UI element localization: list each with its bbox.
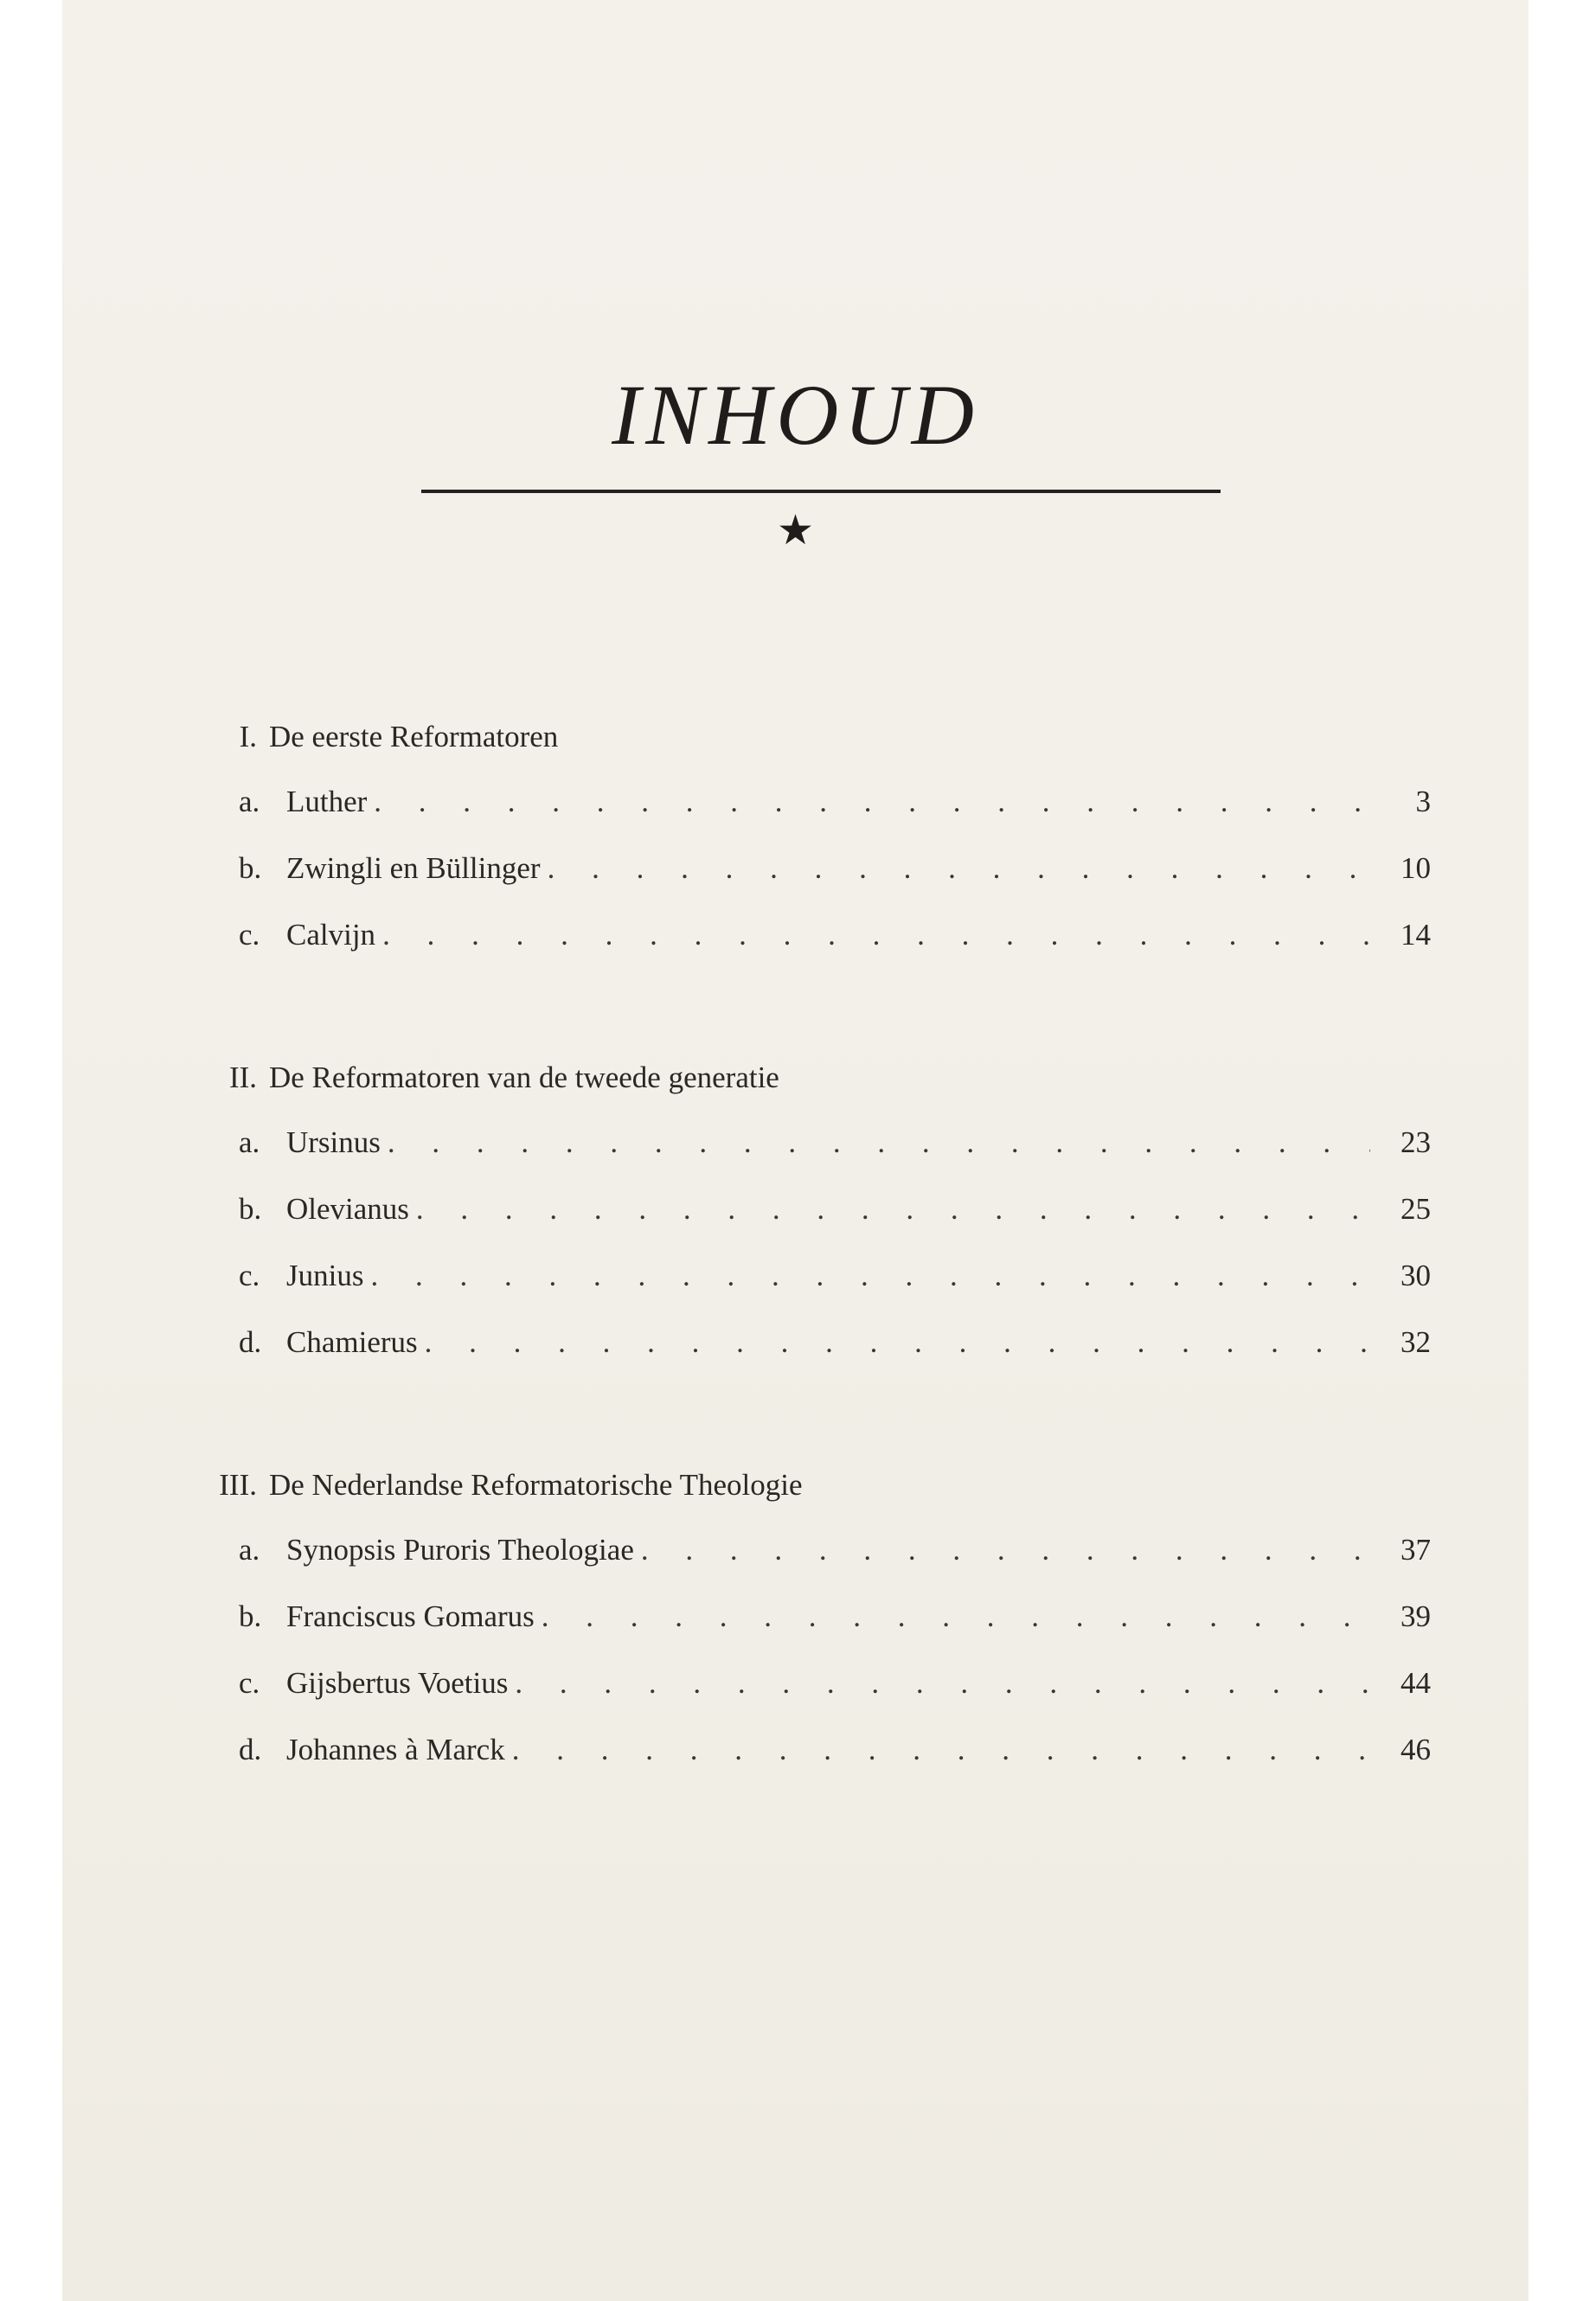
entry-page-number: 39 [1401,1599,1431,1633]
entry-title: Synopsis Puroris Theologiae [286,1533,634,1567]
section-heading [62,1464,1529,1507]
section-heading [62,715,1529,759]
entry-letter: d. [239,1325,262,1359]
section-number: II. [228,1061,257,1094]
entry-letter: a. [239,1533,260,1567]
toc-entry [239,913,1431,957]
toc-entry [239,1595,1431,1638]
toc-entry [239,1188,1431,1231]
entry-title: Johannes à Marck [286,1733,505,1766]
entry-title: Calvijn [286,918,376,952]
entry-letter: b. [239,851,262,885]
dot-leader [370,1254,1370,1298]
entry-page-number: 3 [1415,785,1431,818]
toc-entry [239,1529,1431,1572]
entry-page-number: 46 [1401,1733,1431,1766]
section-title: De Nederlandse Reformatorische Theologie [269,1468,803,1502]
entry-title: Zwingli en Büllinger [286,851,541,885]
entry-letter: b. [239,1599,262,1633]
entry-page-number: 30 [1401,1259,1431,1292]
section-number: I. [239,720,257,753]
dot-leader [512,1728,1370,1772]
dot-leader [416,1188,1370,1231]
entry-page-number: 25 [1401,1192,1431,1226]
page-title: INHOUD [612,367,979,463]
dot-leader [388,1121,1370,1164]
section-number: III. [219,1468,257,1502]
toc-entry [239,1121,1431,1164]
dot-leader [425,1321,1370,1364]
entry-title: Gijsbertus Voetius [286,1666,509,1700]
entry-letter: a. [239,785,260,818]
dot-leader [542,1595,1370,1638]
entry-letter: c. [239,1259,260,1292]
entry-letter: d. [239,1733,262,1766]
section-heading [62,1056,1529,1099]
dot-leader [548,847,1370,890]
dot-leader [374,780,1370,824]
entry-letter: a. [239,1125,260,1159]
toc-entry [239,1254,1431,1298]
table-of-contents [62,0,1529,2301]
book-page [62,0,1529,2301]
toc-entry [239,1321,1431,1364]
entry-title: Ursinus [286,1125,381,1159]
section-title: De Reformatoren van de tweede generatie [269,1061,779,1094]
entry-letter: c. [239,918,260,952]
entry-title: Junius [286,1259,364,1292]
entry-page-number: 37 [1401,1533,1431,1567]
entry-page-number: 23 [1401,1125,1431,1159]
dot-leader [382,913,1370,957]
toc-entry [239,1728,1431,1772]
entry-title: Franciscus Gomarus [286,1599,535,1633]
entry-title: Olevianus [286,1192,409,1226]
entry-title: Luther [286,785,368,818]
entry-page-number: 10 [1401,851,1431,885]
star-ornament-icon: ★ [776,508,815,554]
entry-letter: b. [239,1192,262,1226]
toc-entry [239,780,1431,824]
toc-entry [239,1662,1431,1705]
section-title: De eerste Reformatoren [269,720,559,753]
dot-leader [515,1662,1370,1705]
dot-leader [641,1529,1370,1572]
entry-page-number: 32 [1401,1325,1431,1359]
entry-page-number: 44 [1401,1666,1431,1700]
entry-title: Chamierus [286,1325,418,1359]
toc-entry [239,847,1431,890]
entry-letter: c. [239,1666,260,1700]
entry-page-number: 14 [1401,918,1431,952]
